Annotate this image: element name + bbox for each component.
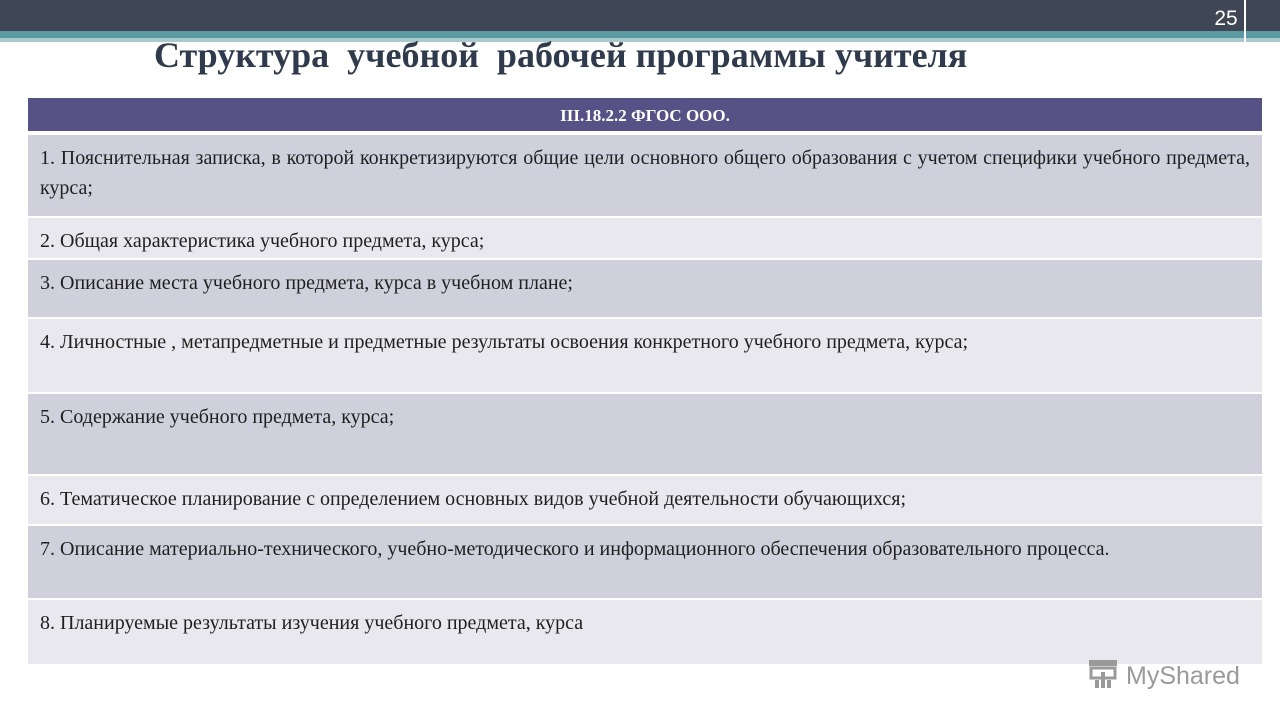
slide-title: Структура учебной рабочей программы учителя — [154, 35, 968, 75]
table-row: 4. Личностные , метапредметные и предметные результаты освоения конкретного учебного предмета, курса; — [28, 319, 1262, 394]
myshared-logo-text: MyShared — [1126, 661, 1240, 690]
myshared-watermark — [1086, 656, 1256, 696]
top-decor-band — [0, 0, 1280, 31]
table-row: 1. Пояснительная записка, в которой конкретизируются общие цели основного общего образования с учетом специфики учебного предмета, курса; — [28, 135, 1262, 218]
table-row: 2. Общая характеристика учебного предмета, курса; — [28, 218, 1262, 260]
myshared-logo-icon — [1086, 656, 1120, 697]
slide-number: 25 — [1214, 7, 1238, 30]
table-row: 5. Содержание учебного предмета, курса; — [28, 394, 1262, 476]
table-row: 6. Тематическое планирование с определением основных видов учебной деятельности обучающихся; — [28, 476, 1262, 526]
table-row: 3. Описание места учебного предмета, курса в учебном плане; — [28, 260, 1262, 319]
table-header: III.18.2.2 ФГОС ООО. — [28, 98, 1262, 133]
table-row: 8. Планируемые результаты изучения учебного предмета, курса — [28, 600, 1262, 666]
structure-table — [28, 98, 1262, 666]
table-row: 7. Описание материально-технического, учебно-методического и информационного обеспечения образовательного процесса. — [28, 526, 1262, 600]
